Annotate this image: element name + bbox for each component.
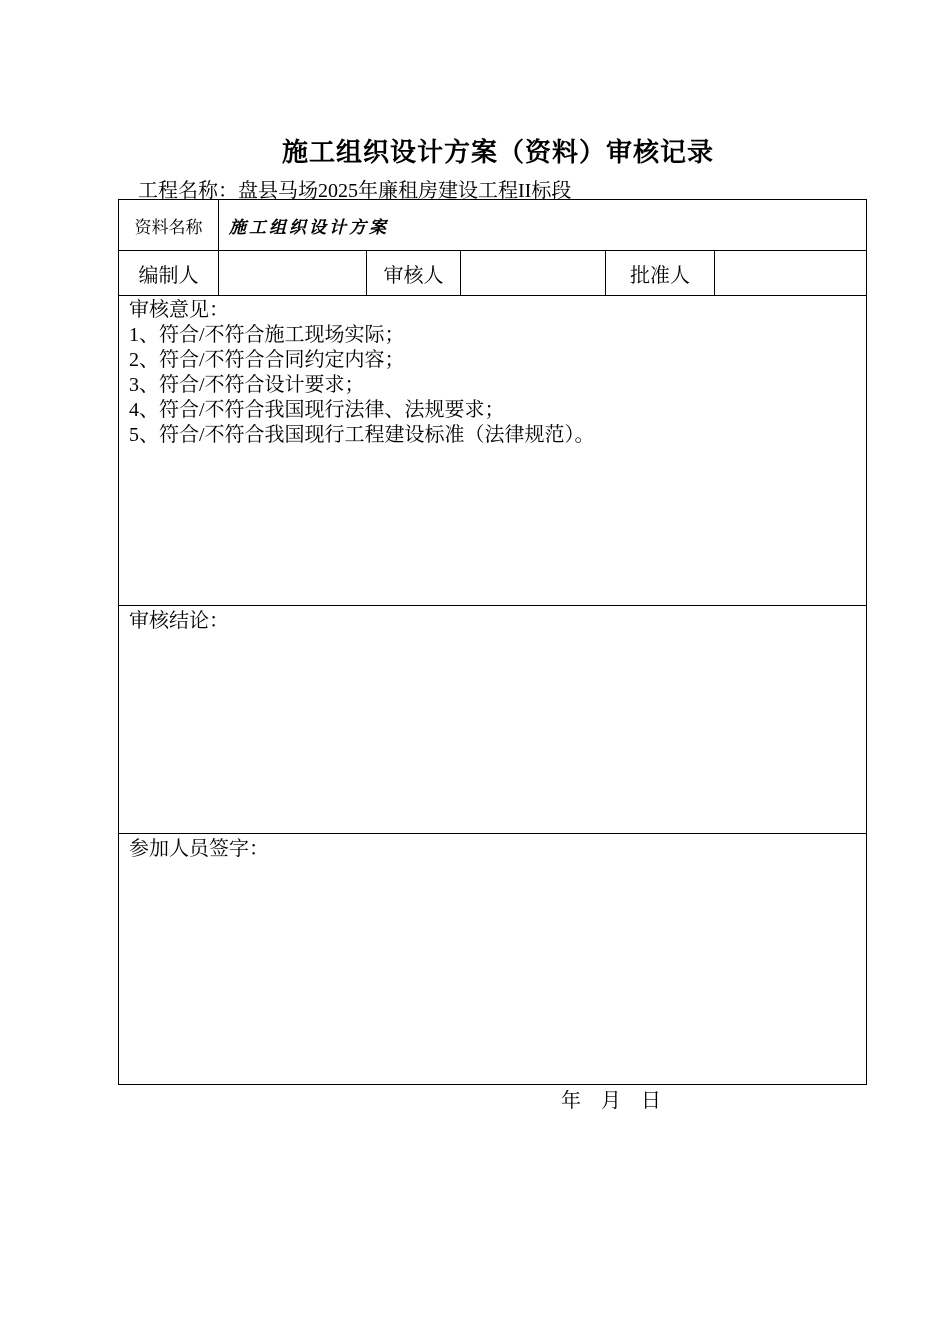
review-opinion-section[interactable] — [119, 296, 867, 606]
opinion-item: 3、符合/不符合设计要求； — [129, 374, 365, 396]
signature-row — [119, 834, 867, 1085]
material-name-value: 施工组织设计方案 — [219, 200, 867, 251]
opinion-item: 1、符合/不符合施工现场实际； — [129, 324, 405, 346]
participant-signature-label: 参加人员签字： — [129, 838, 269, 860]
material-row — [119, 200, 867, 251]
material-name-label: 资料名称 — [119, 200, 219, 251]
personnel-row — [119, 251, 867, 296]
review-conclusion-label: 审核结论： — [129, 610, 229, 632]
project-name: 盘县马场2025年廉租房建设工程II标段 — [238, 180, 572, 202]
reviewer-field[interactable] — [461, 251, 606, 296]
compiler-label: 编制人 — [119, 251, 219, 296]
compiler-field[interactable] — [219, 251, 367, 296]
date-line: 年 月 日 — [561, 1090, 661, 1112]
participant-signature-section[interactable] — [119, 834, 867, 1085]
review-opinion-label: 审核意见： — [129, 299, 229, 321]
review-conclusion-section[interactable] — [119, 606, 867, 834]
opinion-item: 2、符合/不符合合同约定内容； — [129, 349, 405, 371]
review-form-table — [118, 199, 867, 1085]
approver-label: 批准人 — [606, 251, 715, 296]
opinion-row — [119, 296, 867, 606]
reviewer-label: 审核人 — [367, 251, 461, 296]
opinion-item: 4、符合/不符合我国现行法律、法规要求； — [129, 399, 505, 421]
project-label: 工程名称： — [138, 180, 238, 202]
approver-field[interactable] — [715, 251, 867, 296]
conclusion-row — [119, 606, 867, 834]
opinion-item: 5、符合/不符合我国现行工程建设标准（法律规范）。 — [129, 424, 595, 446]
document-title: 施工组织设计方案（资料）审核记录 — [281, 138, 714, 168]
